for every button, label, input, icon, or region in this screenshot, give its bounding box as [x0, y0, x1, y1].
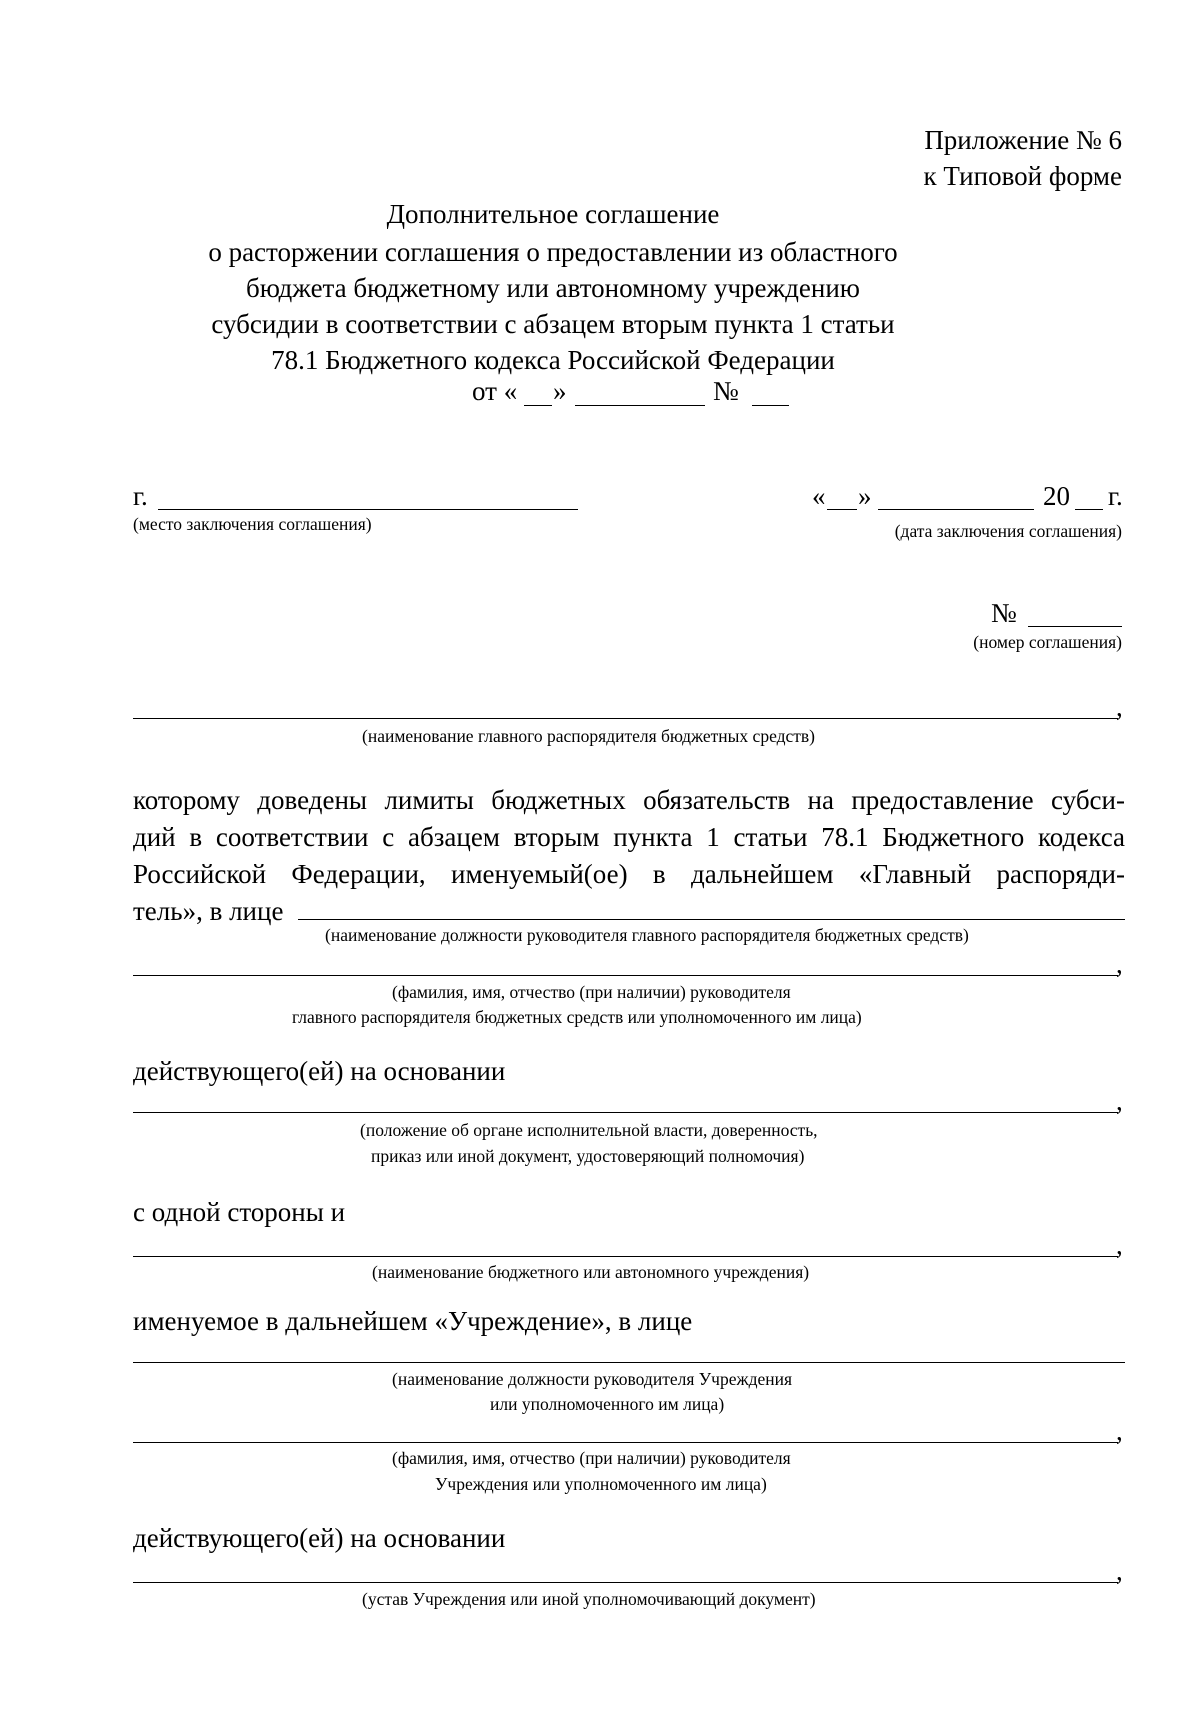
institution-blank[interactable]	[133, 1256, 1118, 1257]
charter-blank[interactable]	[133, 1582, 1118, 1583]
number-blank[interactable]	[1028, 626, 1122, 627]
date-year-prefix: 20	[1043, 481, 1070, 511]
date-close-quote: »	[858, 481, 872, 511]
basis-caption: приказ или иной документ, удостоверяющий полномочия)	[371, 1146, 805, 1166]
place-blank[interactable]	[158, 509, 578, 510]
from-number-sign: №	[713, 376, 739, 406]
appendix-number: Приложение № 6	[924, 125, 1122, 155]
comma: ,	[1116, 949, 1123, 979]
doc-title-line: субсидии в соответствии с абзацем вторым пункта 1 статьи	[211, 309, 895, 339]
from-prefix: от «	[472, 376, 518, 406]
acting-basis-label: действующего(ей) на основании	[133, 1056, 506, 1086]
main-manager-caption: (наименование главного распорядителя бюджетных средств)	[362, 726, 816, 746]
body-paragraph-line: Российской Федерации, именуемый(ое) в дальнейшем «Главный распоряди-	[133, 859, 1125, 889]
place-prefix: г.	[133, 481, 148, 511]
doc-title-line: бюджета бюджетному или автономному учреждению	[246, 273, 860, 303]
date-month-blank[interactable]	[878, 509, 1034, 510]
comma: ,	[1116, 692, 1123, 722]
main-manager-blank[interactable]	[133, 718, 1118, 719]
doc-title-line: 78.1 Бюджетного кодекса Российской Федерации	[271, 345, 835, 375]
comma: ,	[1116, 1086, 1123, 1116]
basis-blank[interactable]	[133, 1112, 1118, 1113]
date-day-blank[interactable]	[827, 509, 857, 510]
acting-basis-label: действующего(ей) на основании	[133, 1523, 506, 1553]
manager-head-position-caption: (наименование должности руководителя главного распорядителя бюджетных средств)	[325, 925, 969, 945]
institution-head-position-blank[interactable]	[133, 1362, 1125, 1363]
from-quote-close: »	[553, 376, 567, 406]
date-year-blank[interactable]	[1075, 509, 1103, 510]
place-caption: (место заключения соглашения)	[133, 514, 372, 534]
number-caption: (номер соглашения)	[973, 632, 1122, 652]
basis-caption: (положение об органе исполнительной власти, доверенность,	[360, 1120, 818, 1140]
from-date-blank[interactable]	[575, 405, 705, 406]
comma: ,	[1116, 1416, 1123, 1446]
date-open-quote: «	[812, 481, 826, 511]
comma: ,	[1116, 1556, 1123, 1586]
comma: ,	[1116, 1230, 1123, 1260]
body-paragraph-line: тель», в лице	[133, 896, 284, 926]
appendix-form: к Типовой форме	[923, 161, 1122, 191]
institution-head-name-caption: (фамилия, имя, отчество (при наличии) руководителя	[392, 1448, 791, 1468]
named-institution-label: именуемое в дальнейшем «Учреждение», в лице	[133, 1306, 693, 1336]
date-caption: (дата заключения соглашения)	[894, 521, 1122, 541]
institution-head-name-blank[interactable]	[133, 1442, 1118, 1443]
manager-head-name-caption: (фамилия, имя, отчество (при наличии) руководителя	[392, 982, 791, 1002]
institution-head-position-caption: или уполномоченного им лица)	[490, 1394, 725, 1414]
institution-head-name-caption: Учреждения или уполномоченного им лица)	[435, 1474, 767, 1494]
body-paragraph-line: которому доведены лимиты бюджетных обязательств на предоставление субси-	[133, 785, 1125, 815]
institution-head-position-caption: (наименование должности руководителя Учреждения	[392, 1369, 793, 1389]
charter-caption: (устав Учреждения или иной уполномочивающий документ)	[362, 1589, 816, 1609]
from-day-blank[interactable]	[524, 405, 552, 406]
date-year-suffix: г.	[1108, 481, 1123, 511]
one-side-label: с одной стороны и	[133, 1197, 346, 1227]
manager-head-name-caption: главного распорядителя бюджетных средств или уполномоченного им лица)	[292, 1007, 862, 1027]
manager-head-name-blank[interactable]	[133, 975, 1118, 976]
doc-title-line: Дополнительное соглашение	[386, 199, 720, 229]
manager-head-position-blank[interactable]	[298, 919, 1125, 920]
from-number-blank[interactable]	[752, 405, 789, 406]
body-paragraph-line: дий в соответствии с абзацем вторым пункта 1 статьи 78.1 Бюджетного кодекса	[133, 822, 1125, 852]
doc-title-line: о расторжении соглашения о предоставлении из областного	[208, 237, 898, 267]
number-sign: №	[991, 598, 1017, 628]
institution-caption: (наименование бюджетного или автономного учреждения)	[372, 1262, 810, 1282]
